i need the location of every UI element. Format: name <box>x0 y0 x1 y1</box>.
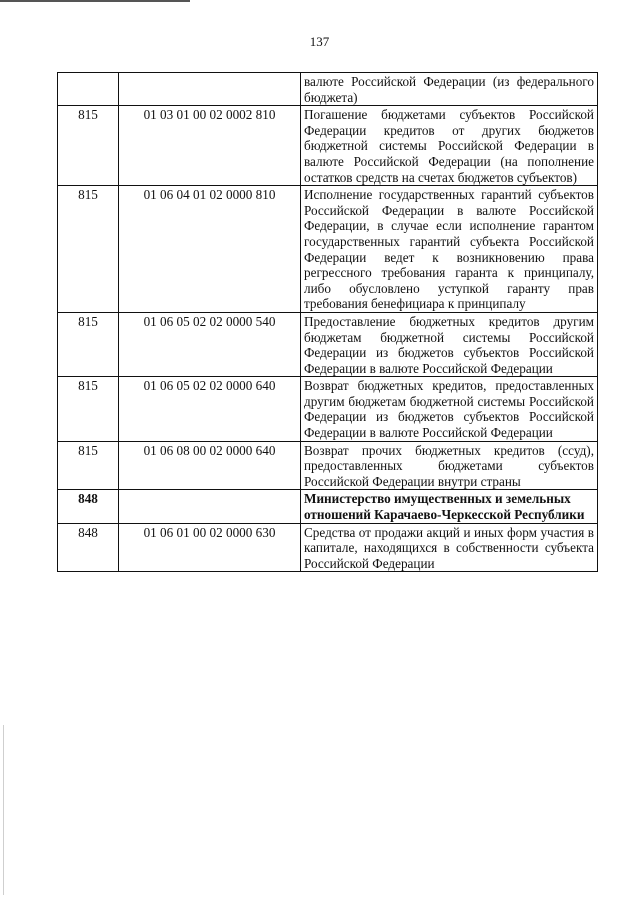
admin-code-cell <box>58 73 119 106</box>
table-row <box>58 73 598 106</box>
table-row <box>58 186 598 313</box>
table-row <box>58 377 598 441</box>
table-row <box>58 106 598 186</box>
admin-code-cell: 815 <box>58 377 119 441</box>
admin-code-cell: 848 <box>58 523 119 572</box>
admin-code-cell: 815 <box>58 186 119 313</box>
scan-edge-line <box>0 0 190 2</box>
admin-code-cell: 848 <box>58 490 119 523</box>
budget-code-cell <box>119 73 301 106</box>
table-row <box>58 441 598 490</box>
budget-code-cell: 01 06 01 00 02 0000 630 <box>119 523 301 572</box>
table-row-ministry-header <box>58 490 598 523</box>
description-cell: Средства от продажи акций и иных форм участия в капитале, находящихся в собственности субъекта Российской Федерации <box>301 523 598 572</box>
table-row <box>58 523 598 572</box>
budget-code-cell: 01 06 04 01 02 0000 810 <box>119 186 301 313</box>
scan-margin-line <box>3 725 4 895</box>
ministry-name-cell: Министерство имущественных и земельных отношений Карачаево-Черкесской Республики <box>301 490 598 523</box>
budget-code-cell <box>119 490 301 523</box>
admin-code-cell: 815 <box>58 441 119 490</box>
description-cell: Предоставление бюджетных кредитов другим бюджетам бюджетной системы Российской Федерации из бюджетов субъектов Российской Федерации в валюте Российской Федерации <box>301 312 598 376</box>
page-number: 137 <box>309 34 330 49</box>
budget-code-cell: 01 06 05 02 02 0000 640 <box>119 377 301 441</box>
budget-code-cell: 01 06 08 00 02 0000 640 <box>119 441 301 490</box>
description-cell: Погашение бюджетами субъектов Российской Федерации кредитов от других бюджетов бюджетной системы Российской Федерации в валюте Российской Федерации (на пополнение остатков средств на счетах бюджетов субъектов) <box>301 106 598 186</box>
budget-code-cell: 01 03 01 00 02 0002 810 <box>119 106 301 186</box>
description-cell: Исполнение государственных гарантий субъектов Российской Федерации в валюте Российской Федерации, в случае если исполнение гарантом государственных гарантий субъекта Российской Федерации ведет к возникновению права регрессного требования гаранта к принципалу, либо обусловлено уступкой гаранту прав требования бенефициара к принципалу <box>301 186 598 313</box>
admin-code-cell: 815 <box>58 312 119 376</box>
admin-code-cell: 815 <box>58 106 119 186</box>
description-cell: Возврат прочих бюджетных кредитов (ссуд), предоставленных бюджетами субъектов Российской Федерации внутри страны <box>301 441 598 490</box>
description-cell: валюте Российской Федерации (из федерального бюджета) <box>301 73 598 106</box>
budget-sources-table <box>57 72 598 572</box>
table-row <box>58 312 598 376</box>
budget-code-cell: 01 06 05 02 02 0000 540 <box>119 312 301 376</box>
description-cell: Возврат бюджетных кредитов, предоставленных другим бюджетам бюджетной системы Российской Федерации из бюджетов субъектов Российской Федерации в валюте Российской Федерации <box>301 377 598 441</box>
